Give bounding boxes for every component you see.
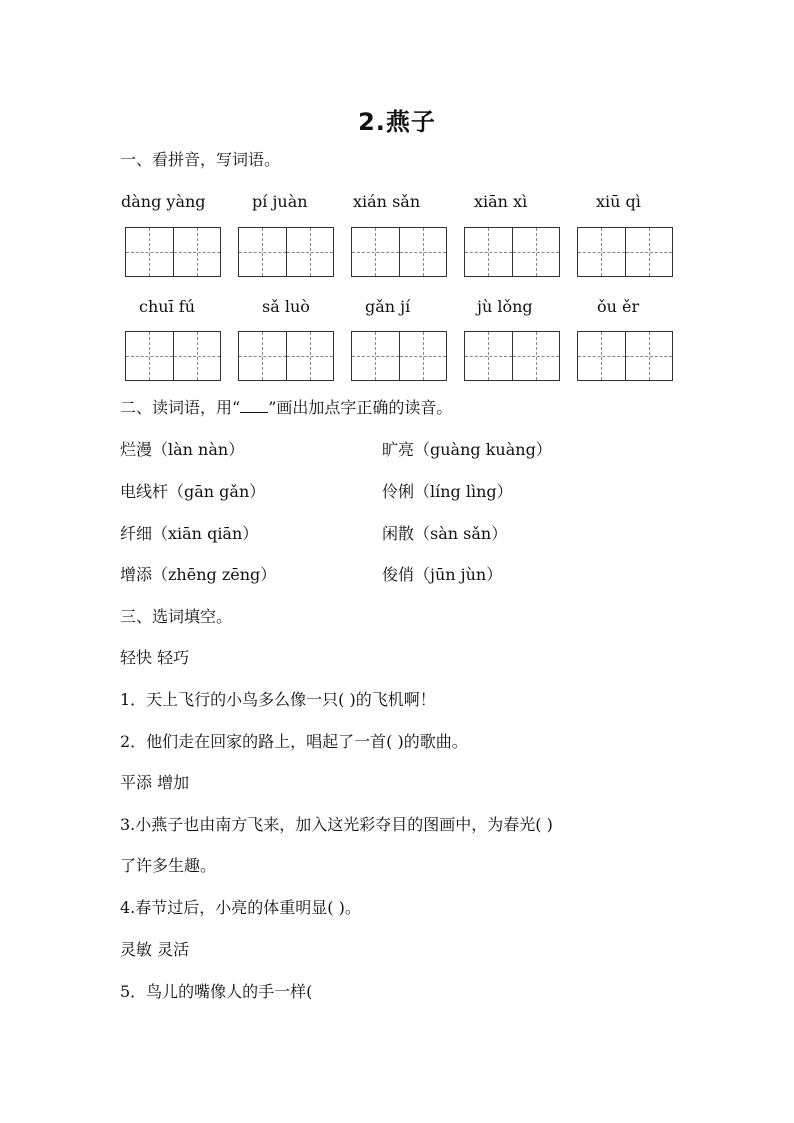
writing-box[interactable] — [125, 227, 221, 277]
writing-box[interactable] — [464, 227, 560, 277]
pinyin-3: xián sǎn — [353, 192, 421, 211]
word-item: 增添（zhēng zēng） — [120, 565, 277, 584]
pinyin-6: chuī fú — [139, 297, 195, 316]
writing-box[interactable] — [351, 227, 447, 277]
word-choices-3: 灵敏 灵活 — [120, 940, 190, 959]
question-2: 2．他们走在回家的路上，唱起了一首( )的歌曲。 — [120, 732, 468, 751]
pinyin-1: dàng yàng — [121, 192, 206, 211]
pinyin-9: jù lǒng — [477, 297, 533, 316]
pinyin-4: xiān xì — [474, 192, 528, 211]
pinyin-8: gǎn jí — [365, 297, 411, 316]
question-4: 4.春节过后，小亮的体重明显( )。 — [120, 898, 361, 917]
pinyin-5: xiū qì — [596, 192, 641, 211]
question-3-cont: 了许多生趣。 — [120, 856, 217, 875]
section1-heading: 一、看拼音，写词语。 — [120, 150, 281, 169]
word-choices-2: 平添 增加 — [120, 773, 190, 792]
pinyin-7: sǎ luò — [262, 297, 310, 316]
word-item: 伶俐（líng lìng） — [382, 482, 513, 501]
writing-box[interactable] — [238, 227, 334, 277]
writing-box[interactable] — [125, 331, 221, 381]
writing-box[interactable] — [577, 227, 673, 277]
underline-mark — [240, 398, 268, 413]
word-item: 闲散（sàn sǎn） — [382, 524, 508, 543]
word-item: 电线杆（gān gǎn） — [120, 482, 266, 501]
word-item: 烂漫（làn nàn） — [120, 440, 245, 459]
section2-heading — [120, 398, 452, 418]
word-item: 纤细（xiān qiān） — [120, 524, 259, 543]
writing-box[interactable] — [238, 331, 334, 381]
section2-heading-pre: 二、读词语，用“ — [120, 398, 241, 417]
question-5: 5．鸟儿的嘴像人的手一样( — [120, 982, 313, 1001]
section2-heading-post: ”画出加点字正确的读音。 — [268, 398, 453, 417]
question-3: 3.小燕子也由南方飞来，加入这光彩夺目的图画中，为春光( ) — [120, 815, 553, 834]
word-item: 旷亮（guàng kuàng） — [382, 440, 552, 459]
writing-box[interactable] — [351, 331, 447, 381]
word-item: 俊俏（jūn jùn） — [382, 565, 503, 584]
writing-box[interactable] — [577, 331, 673, 381]
question-1: 1．天上飞行的小鸟多么像一只( )的飞机啊！ — [120, 690, 436, 709]
section3-heading: 三、选词填空。 — [120, 607, 233, 626]
word-choices-1: 轻快 轻巧 — [120, 648, 190, 667]
pinyin-10: ǒu ěr — [597, 297, 640, 316]
pinyin-2: pí juàn — [252, 192, 308, 211]
writing-box[interactable] — [464, 331, 560, 381]
page-title: 2.燕子 — [358, 108, 436, 136]
